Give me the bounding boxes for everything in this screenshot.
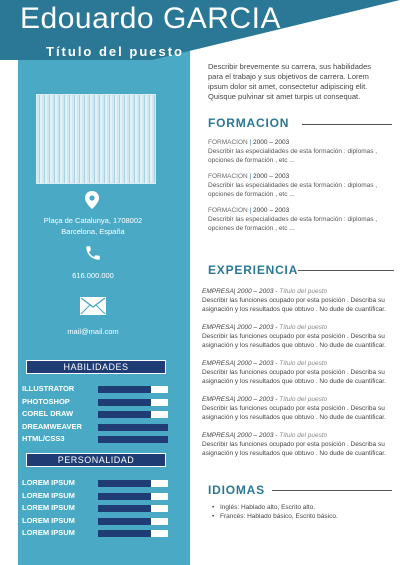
experience-divider	[298, 270, 394, 271]
profile-photo	[36, 94, 156, 184]
skill-row	[22, 434, 170, 444]
skill-level-fill	[98, 424, 168, 431]
experience-role: Título del puesto	[279, 360, 328, 367]
skill-level-bar	[98, 530, 168, 537]
experience-description: Describir las funciones ocupado por esta posición . Describa su asignación y los resultados que obtuvo . No dude de cuantificar.	[202, 297, 386, 313]
experience-role: Título del puesto	[279, 432, 328, 439]
experience-entry	[202, 395, 392, 422]
experience-years: | 2000 – 2003 -	[233, 324, 280, 331]
phone-number: 616.000.000	[72, 271, 114, 280]
languages-divider	[272, 490, 392, 491]
skill-level-bar	[98, 399, 168, 406]
skill-row	[22, 516, 170, 526]
skill-label: DREAMWEAVER	[22, 421, 82, 431]
education-entry-header	[208, 206, 392, 215]
language-item: • Francés: Hablado básico, Escrito básico.	[212, 512, 338, 521]
education-entry-description: Describir las especialidades de esta formación : diplomas , opciones de formación , etc ...	[208, 148, 378, 164]
experience-company: EMPRESA	[202, 324, 234, 331]
skill-level-bar	[98, 424, 168, 431]
experience-description: Describir las funciones ocupado por esta posición . Describa su asignación y los resultados que obtuvo . No dude de cuantificar.	[202, 441, 386, 457]
skill-level-bar	[98, 480, 168, 487]
experience-description: Describir las funciones ocupado por esta posición . Describa su asignación y los resultados que obtuvo . No dude de cuantificar.	[202, 333, 386, 349]
experience-years: | 2000 – 2003 -	[233, 396, 280, 403]
skill-level-bar	[98, 436, 168, 443]
experience-years: | 2000 – 2003 -	[233, 360, 280, 367]
location-pin-icon	[85, 191, 99, 209]
skill-row	[22, 397, 170, 407]
education-entry-years: 2000 – 2003	[253, 173, 290, 180]
skill-level-fill	[98, 399, 151, 406]
education-entry-description: Describir las especialidades de esta formación : diplomas , opciones de formación , etc ...	[208, 216, 378, 232]
candidate-name: Edouardo GARCIA	[20, 2, 281, 35]
personality-heading: PERSONALIDAD	[26, 453, 166, 467]
experience-description: Describir las funciones ocupado por esta posición . Describa su asignación y los resultados que obtuvo . No dude de cuantificar.	[202, 405, 386, 421]
experience-entry-header	[202, 395, 392, 404]
skill-level-fill	[98, 480, 151, 487]
skill-label: LOREM IPSUM	[22, 503, 75, 512]
skill-level-bar	[98, 505, 168, 512]
experience-entry	[202, 431, 392, 458]
header-banner	[0, 0, 400, 60]
education-entry-separator: |	[247, 173, 254, 180]
skill-level-bar	[98, 386, 168, 393]
skill-level-fill	[98, 386, 151, 393]
skill-label: ILLUSTRATOR	[22, 384, 75, 393]
skill-level-fill	[98, 436, 168, 443]
skill-row	[22, 491, 170, 501]
experience-entry-header	[202, 287, 392, 296]
experience-role: Título del puesto	[279, 396, 328, 403]
education-entry-title: FORMACION	[208, 207, 248, 214]
experience-entry-header	[202, 359, 392, 368]
education-entry	[208, 138, 392, 165]
education-entry-years: 2000 – 2003	[253, 207, 290, 214]
skill-level-bar	[98, 493, 168, 500]
skill-label: LOREM IPSUM	[22, 478, 75, 487]
skill-label: COREL DRAW	[22, 409, 74, 418]
education-entry-years: 2000 – 2003	[253, 139, 290, 146]
address	[18, 215, 168, 237]
languages-list	[212, 503, 338, 521]
skill-row	[22, 503, 170, 513]
experience-entry-header	[202, 323, 392, 332]
education-heading: FORMACION	[208, 116, 290, 130]
skill-level-bar	[98, 518, 168, 525]
experience-company: EMPRESA	[202, 432, 234, 439]
education-entry-header	[208, 172, 392, 181]
skill-level-fill	[98, 518, 151, 525]
skills-heading: HABILIDADES	[26, 360, 166, 374]
experience-entry-header	[202, 431, 392, 440]
education-entry-description: Describir las especialidades de esta formación : diplomas , opciones de formación , etc ...	[208, 182, 378, 198]
skill-level-fill	[98, 493, 151, 500]
education-divider	[302, 124, 392, 125]
skill-label: LOREM IPSUM	[22, 528, 75, 537]
email-address: mail@mail.com	[67, 327, 119, 336]
education-entry-separator: |	[247, 207, 254, 214]
skill-level-bar	[98, 411, 168, 418]
skill-row	[22, 409, 170, 419]
experience-years: | 2000 – 2003 -	[233, 288, 280, 295]
education-entry-separator: |	[247, 139, 254, 146]
address-line-1: Plaça de Catalunya, 1708002	[43, 216, 143, 225]
address-line-2: Barcelona, España	[61, 227, 125, 236]
experience-years: | 2000 – 2003 -	[233, 432, 280, 439]
experience-heading: EXPERIENCIA	[208, 263, 299, 277]
skill-label: HTML/CSS3	[22, 434, 65, 443]
education-entry	[208, 172, 392, 199]
skill-row	[22, 422, 170, 432]
experience-entry	[202, 323, 392, 350]
experience-company: EMPRESA	[202, 288, 234, 295]
phone-icon	[84, 244, 102, 262]
skill-label: LOREM IPSUM	[22, 490, 75, 500]
language-item: • Inglés: Hablado alto, Escrito alto.	[212, 503, 338, 512]
languages-heading: IDIOMAS	[208, 483, 265, 497]
experience-company: EMPRESA	[202, 396, 234, 403]
skill-level-fill	[98, 411, 151, 418]
skill-level-fill	[98, 505, 151, 512]
experience-description: Describir las funciones ocupado por esta posición . Describa su asignación y los resultados que obtuvo . No dude de cuantificar.	[202, 369, 386, 385]
experience-role: Título del puesto	[279, 288, 328, 295]
skill-label: LOREM IPSUM	[22, 515, 75, 525]
profile-summary: Describir brevemente su carrera, sus habilidades para el trabajo y sus objetivos de carrera. Lorem ipsum dolor sit amet, consectetur adipiscing elit. Quisque pulvinar sit amet turpis ut consequat.	[208, 62, 371, 101]
skill-row	[22, 478, 170, 488]
experience-entry	[202, 359, 392, 386]
education-entry-title: FORMACION	[208, 173, 248, 180]
job-title: Título del puesto	[46, 44, 184, 59]
education-entry-header	[208, 138, 392, 147]
skill-label: PHOTOSHOP	[22, 396, 70, 406]
experience-company: EMPRESA	[202, 360, 234, 367]
skill-level-fill	[98, 530, 151, 537]
experience-role: Título del puesto	[279, 324, 328, 331]
education-entry	[208, 206, 392, 233]
education-entry-title: FORMACION	[208, 139, 248, 146]
experience-entry	[202, 287, 392, 314]
skill-row	[22, 528, 170, 538]
skill-row	[22, 384, 170, 394]
mail-icon	[80, 297, 106, 315]
